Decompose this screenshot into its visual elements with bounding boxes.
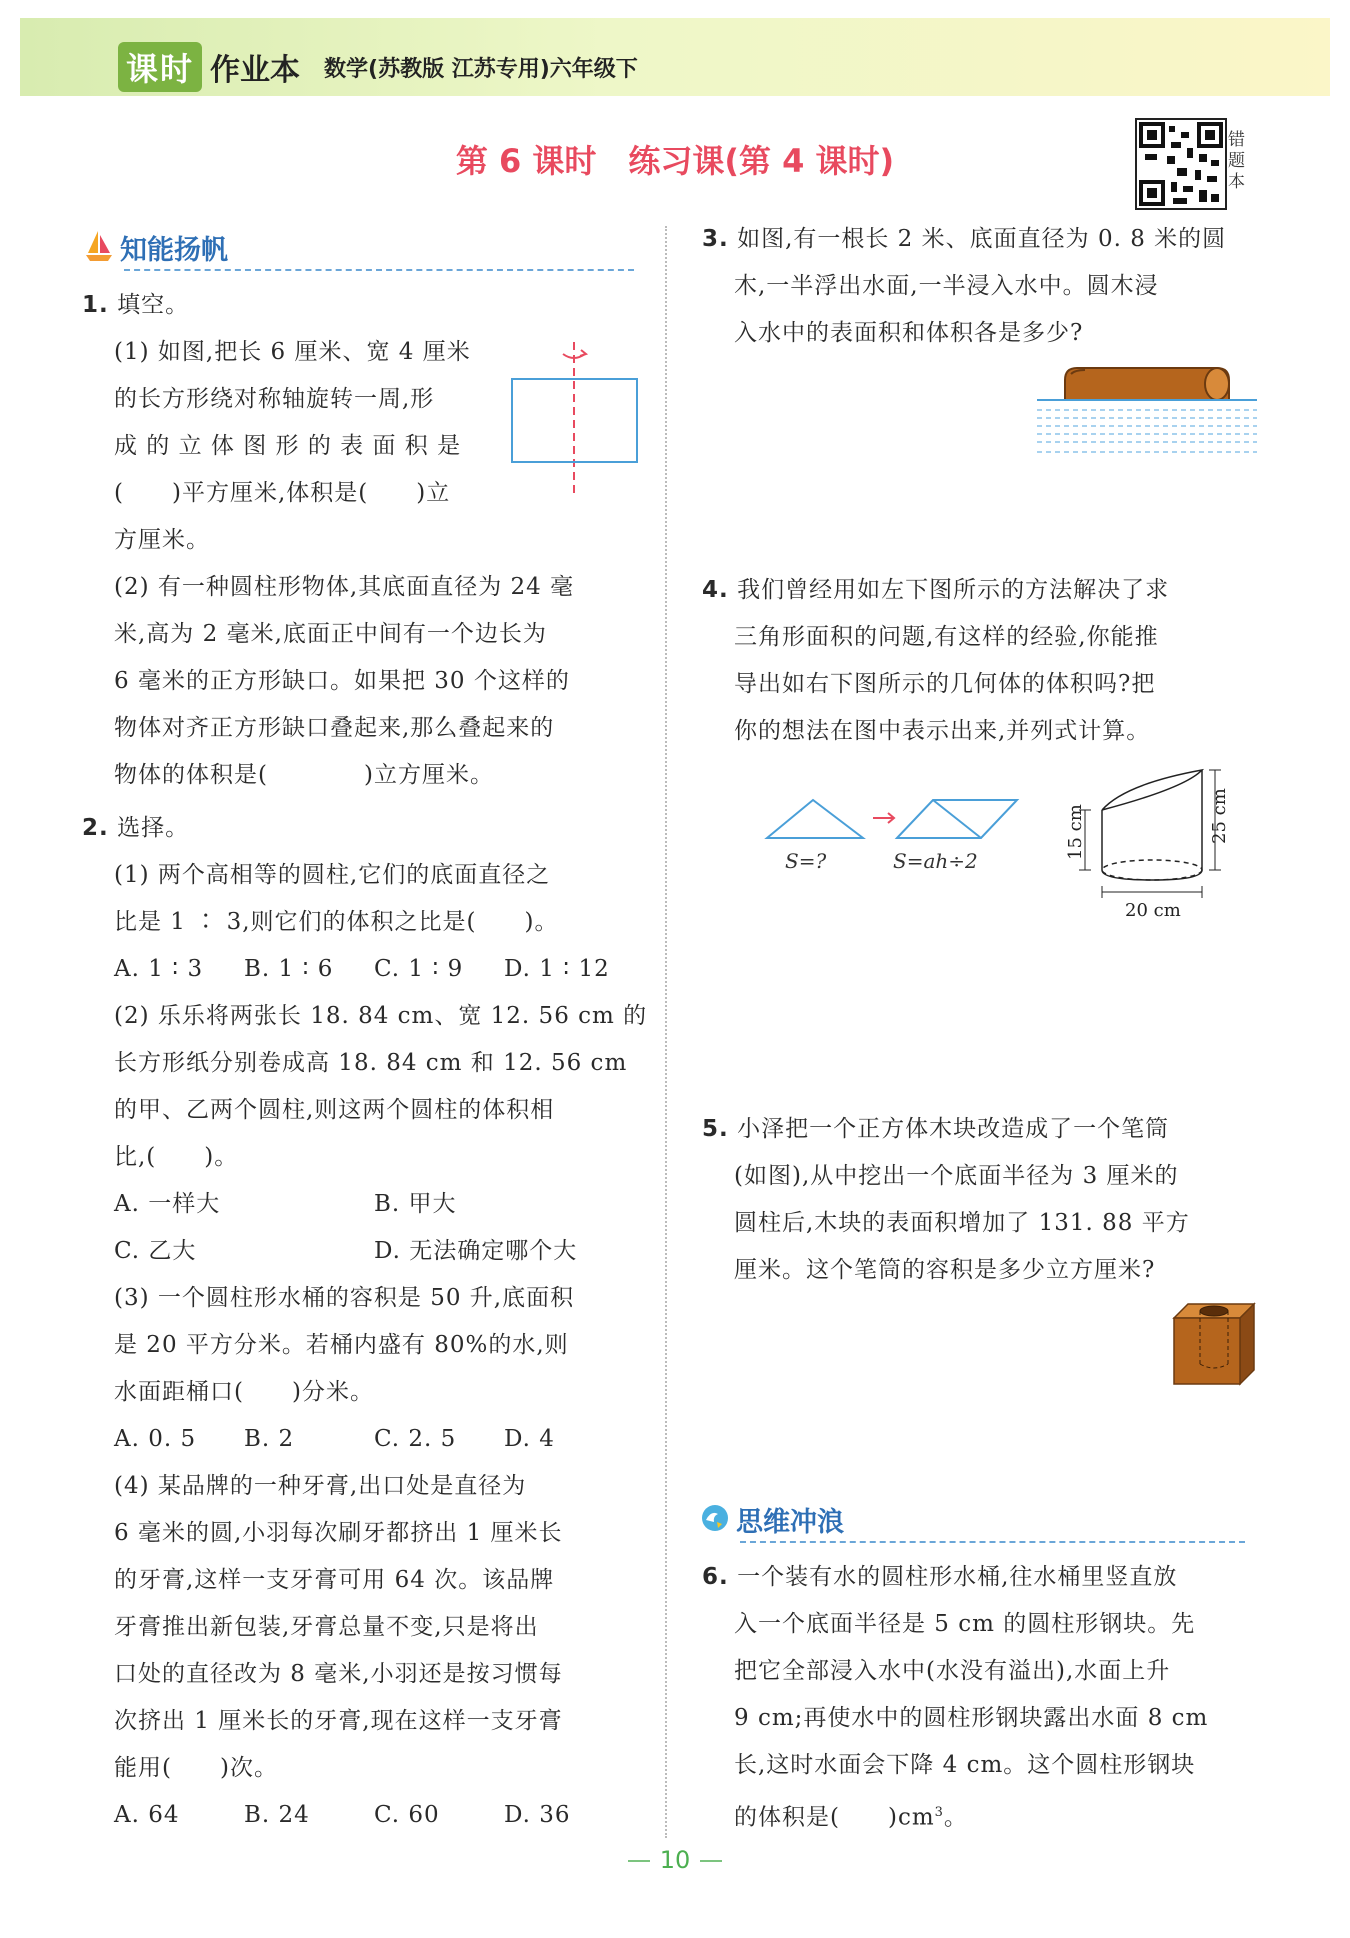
text-line: 比,( )。: [114, 1144, 239, 1170]
brand: [118, 42, 638, 92]
text-line: 9 cm;再使水中的圆柱形钢块露出水面 8 cm: [734, 1705, 1209, 1731]
question-head: 选择。: [117, 815, 190, 841]
text-line: 木,一半浮出水面,一半浸入水中。圆木浸: [734, 273, 1159, 299]
text-line: 如图,有一根长 2 米、底面直径为 0. 8 米的圆: [737, 226, 1227, 252]
question-3: [702, 216, 1302, 357]
q1-part2: [82, 564, 642, 799]
floating-log-figure: [1035, 360, 1260, 464]
text-line: 入一个底面半径是 5 cm 的圆柱形钢块。先: [734, 1611, 1196, 1637]
q5-body: [702, 1153, 1302, 1294]
option-d[interactable]: D. 无法确定哪个大: [374, 1238, 578, 1264]
text-line: 长,这时水面会下降 4 cm。这个圆柱形钢块: [734, 1752, 1196, 1778]
option-a[interactable]: A. 1 ∶ 3: [114, 956, 204, 982]
q3-body: [702, 263, 1302, 357]
question-number: 1.: [82, 292, 109, 318]
q1-part1: [82, 329, 514, 564]
q2-sub1: [82, 852, 642, 993]
option-row: [114, 1181, 642, 1228]
dimension-left: 15 cm: [1065, 804, 1086, 860]
text-line: 米,高为 2 毫米,底面正中间有一个边长为: [114, 621, 547, 647]
text-line: 水面距桶口( )分米。: [114, 1379, 374, 1405]
option-a[interactable]: A. 0. 5: [114, 1426, 197, 1452]
option-d[interactable]: D. 36: [504, 1802, 571, 1828]
question-number: 4.: [702, 577, 729, 603]
question-head: 填空。: [117, 292, 190, 318]
pen-holder-cube-figure: [1170, 1300, 1260, 1394]
text-line: 6 毫米的圆,小羽每次刷牙都挤出 1 厘米长: [114, 1520, 563, 1546]
section-title: 知能扬帆: [120, 235, 228, 266]
question-number: 5.: [702, 1116, 729, 1142]
q2-sub4: [82, 1463, 642, 1839]
text-line: 牙膏推出新包装,牙膏总量不变,只是将出: [114, 1614, 539, 1640]
text-line: 。: [943, 1804, 968, 1831]
option-c[interactable]: C. 2. 5: [374, 1426, 457, 1452]
page-number: 10: [0, 1846, 1350, 1874]
sailboat-icon: [84, 229, 114, 267]
text-line: 成 的 立 体 图 形 的 表 面 积 是: [114, 433, 462, 459]
text-line: (4) 某品牌的一种牙膏,出口处是直径为: [114, 1473, 527, 1499]
option-row: [114, 946, 642, 993]
question-6: [702, 1554, 1302, 1842]
option-b[interactable]: B. 甲大: [374, 1191, 457, 1217]
formula-label-unknown: S=?: [785, 849, 827, 873]
option-row: [114, 1792, 642, 1839]
option-a[interactable]: A. 64: [114, 1802, 180, 1828]
text-line: 口处的直径改为 8 毫米,小羽还是按习惯每: [114, 1661, 563, 1687]
option-a[interactable]: A. 一样大: [114, 1191, 221, 1217]
text-line: 6 毫米的正方形缺口。如果把 30 个这样的: [114, 668, 570, 694]
q4-body: [702, 614, 1302, 755]
text-line: 厘米。这个笔筒的容积是多少立方厘米?: [734, 1257, 1156, 1283]
option-c[interactable]: C. 乙大: [114, 1238, 197, 1264]
option-b[interactable]: B. 24: [244, 1802, 310, 1828]
dimension-right: 25 cm: [1209, 788, 1230, 844]
text-line: (如图),从中挖出一个底面半径为 3 厘米的: [734, 1163, 1179, 1189]
text-line: 入水中的表面积和体积各是多少?: [734, 320, 1084, 346]
section-title: 思维冲浪: [736, 1507, 844, 1538]
text-line: 圆柱后,木块的表面积增加了 131. 88 平方: [734, 1210, 1190, 1236]
text-line: (2) 有一种圆柱形物体,其底面直径为 24 毫: [114, 574, 575, 600]
option-c[interactable]: C. 60: [374, 1802, 440, 1828]
option-d[interactable]: D. 1 ∶ 12: [504, 956, 610, 982]
text-line: 长方形纸分别卷成高 18. 84 cm 和 12. 56 cm: [114, 1050, 628, 1076]
text-line: 能用( )次。: [114, 1755, 278, 1781]
text-line: 次挤出 1 厘米长的牙膏,现在这样一支牙膏: [114, 1708, 563, 1734]
qr-code-icon[interactable]: [1135, 118, 1227, 210]
option-row: [114, 1228, 642, 1275]
slanted-cylinder-figure: [1065, 760, 1230, 924]
text-line: (2) 乐乐将两张长 18. 84 cm、宽 12. 56 cm 的: [114, 1003, 648, 1029]
section-rule: [124, 269, 634, 271]
text-line: 我们曾经用如左下图所示的方法解决了求: [737, 577, 1170, 603]
question-5: [702, 1106, 1302, 1294]
text-line: ( )平方厘米,体积是( )立: [114, 480, 451, 506]
text-line: 的长方形绕对称轴旋转一周,形: [114, 386, 435, 412]
triangle-to-parallelogram-figure: [765, 770, 1025, 884]
column-divider: [665, 226, 667, 1838]
q6-body: [702, 1601, 1302, 1842]
text-line: 是 20 平方分米。若桶内盛有 80%的水,则: [114, 1332, 569, 1358]
text-line: 三角形面积的问题,有这样的经验,你能推: [734, 624, 1159, 650]
q2-sub3: [82, 1275, 642, 1463]
wave-icon: [700, 1502, 730, 1538]
question-2: [82, 805, 648, 1839]
question-number: 6.: [702, 1564, 729, 1590]
text-line: 的体积是( )cm: [734, 1804, 935, 1831]
question-4: [702, 567, 1302, 755]
text-line: 小泽把一个正方体木块改造成了一个笔筒: [737, 1116, 1170, 1142]
section-header-siwei: [700, 1500, 1250, 1539]
text-line: 把它全部浸入水中(水没有溢出),水面上升: [734, 1658, 1171, 1684]
text-line: 一个装有水的圆柱形水桶,往水桶里竖直放: [737, 1564, 1178, 1590]
section-header-zhineng: [84, 228, 634, 267]
formula-label-area: S=ah÷2: [893, 849, 978, 873]
text-line: 方厘米。: [114, 527, 210, 553]
text-line: (3) 一个圆柱形水桶的容积是 50 升,底面积: [114, 1285, 575, 1311]
text-line: 物体对齐正方形缺口叠起来,那么叠起来的: [114, 715, 555, 741]
text-line: 你的想法在图中表示出来,并列式计算。: [734, 718, 1151, 744]
brand-logo: 课时: [118, 42, 202, 92]
rectangle-rotation-figure: [505, 340, 645, 504]
dimension-bottom: 20 cm: [1125, 900, 1181, 921]
option-d[interactable]: D. 4: [504, 1426, 555, 1452]
lesson-title: 第 6 课时 练习课(第 4 课时): [455, 142, 895, 180]
q2-sub2: [82, 993, 648, 1275]
unit-superscript: 3: [934, 1805, 944, 1820]
text-line: (1) 如图,把长 6 厘米、宽 4 厘米: [114, 339, 471, 365]
option-b[interactable]: B. 1 ∶ 6: [244, 956, 334, 982]
book-subtitle: 数学(苏教版 江苏专用)六年级下: [324, 56, 638, 82]
text-line: 的牙膏,这样一支牙膏可用 64 次。该品牌: [114, 1567, 555, 1593]
qr-label: 错题本: [1228, 130, 1245, 192]
text-line: 的甲、乙两个圆柱,则这两个圆柱的体积相: [114, 1097, 555, 1123]
text-line: (1) 两个高相等的圆柱,它们的底面直径之: [114, 862, 551, 888]
question-number: 3.: [702, 226, 729, 252]
option-c[interactable]: C. 1 ∶ 9: [374, 956, 464, 982]
text-line: 比是 1 ∶ 3,则它们的体积之比是( )。: [114, 909, 559, 935]
option-b[interactable]: B. 2: [244, 1426, 295, 1452]
option-row: [114, 1416, 642, 1463]
brand-name: 作业本: [210, 53, 301, 88]
section-rule: [740, 1541, 1245, 1543]
text-line: 导出如右下图所示的几何体的体积吗?把: [734, 671, 1156, 697]
question-number: 2.: [82, 815, 109, 841]
text-line: 物体的体积是( )立方厘米。: [114, 762, 494, 788]
